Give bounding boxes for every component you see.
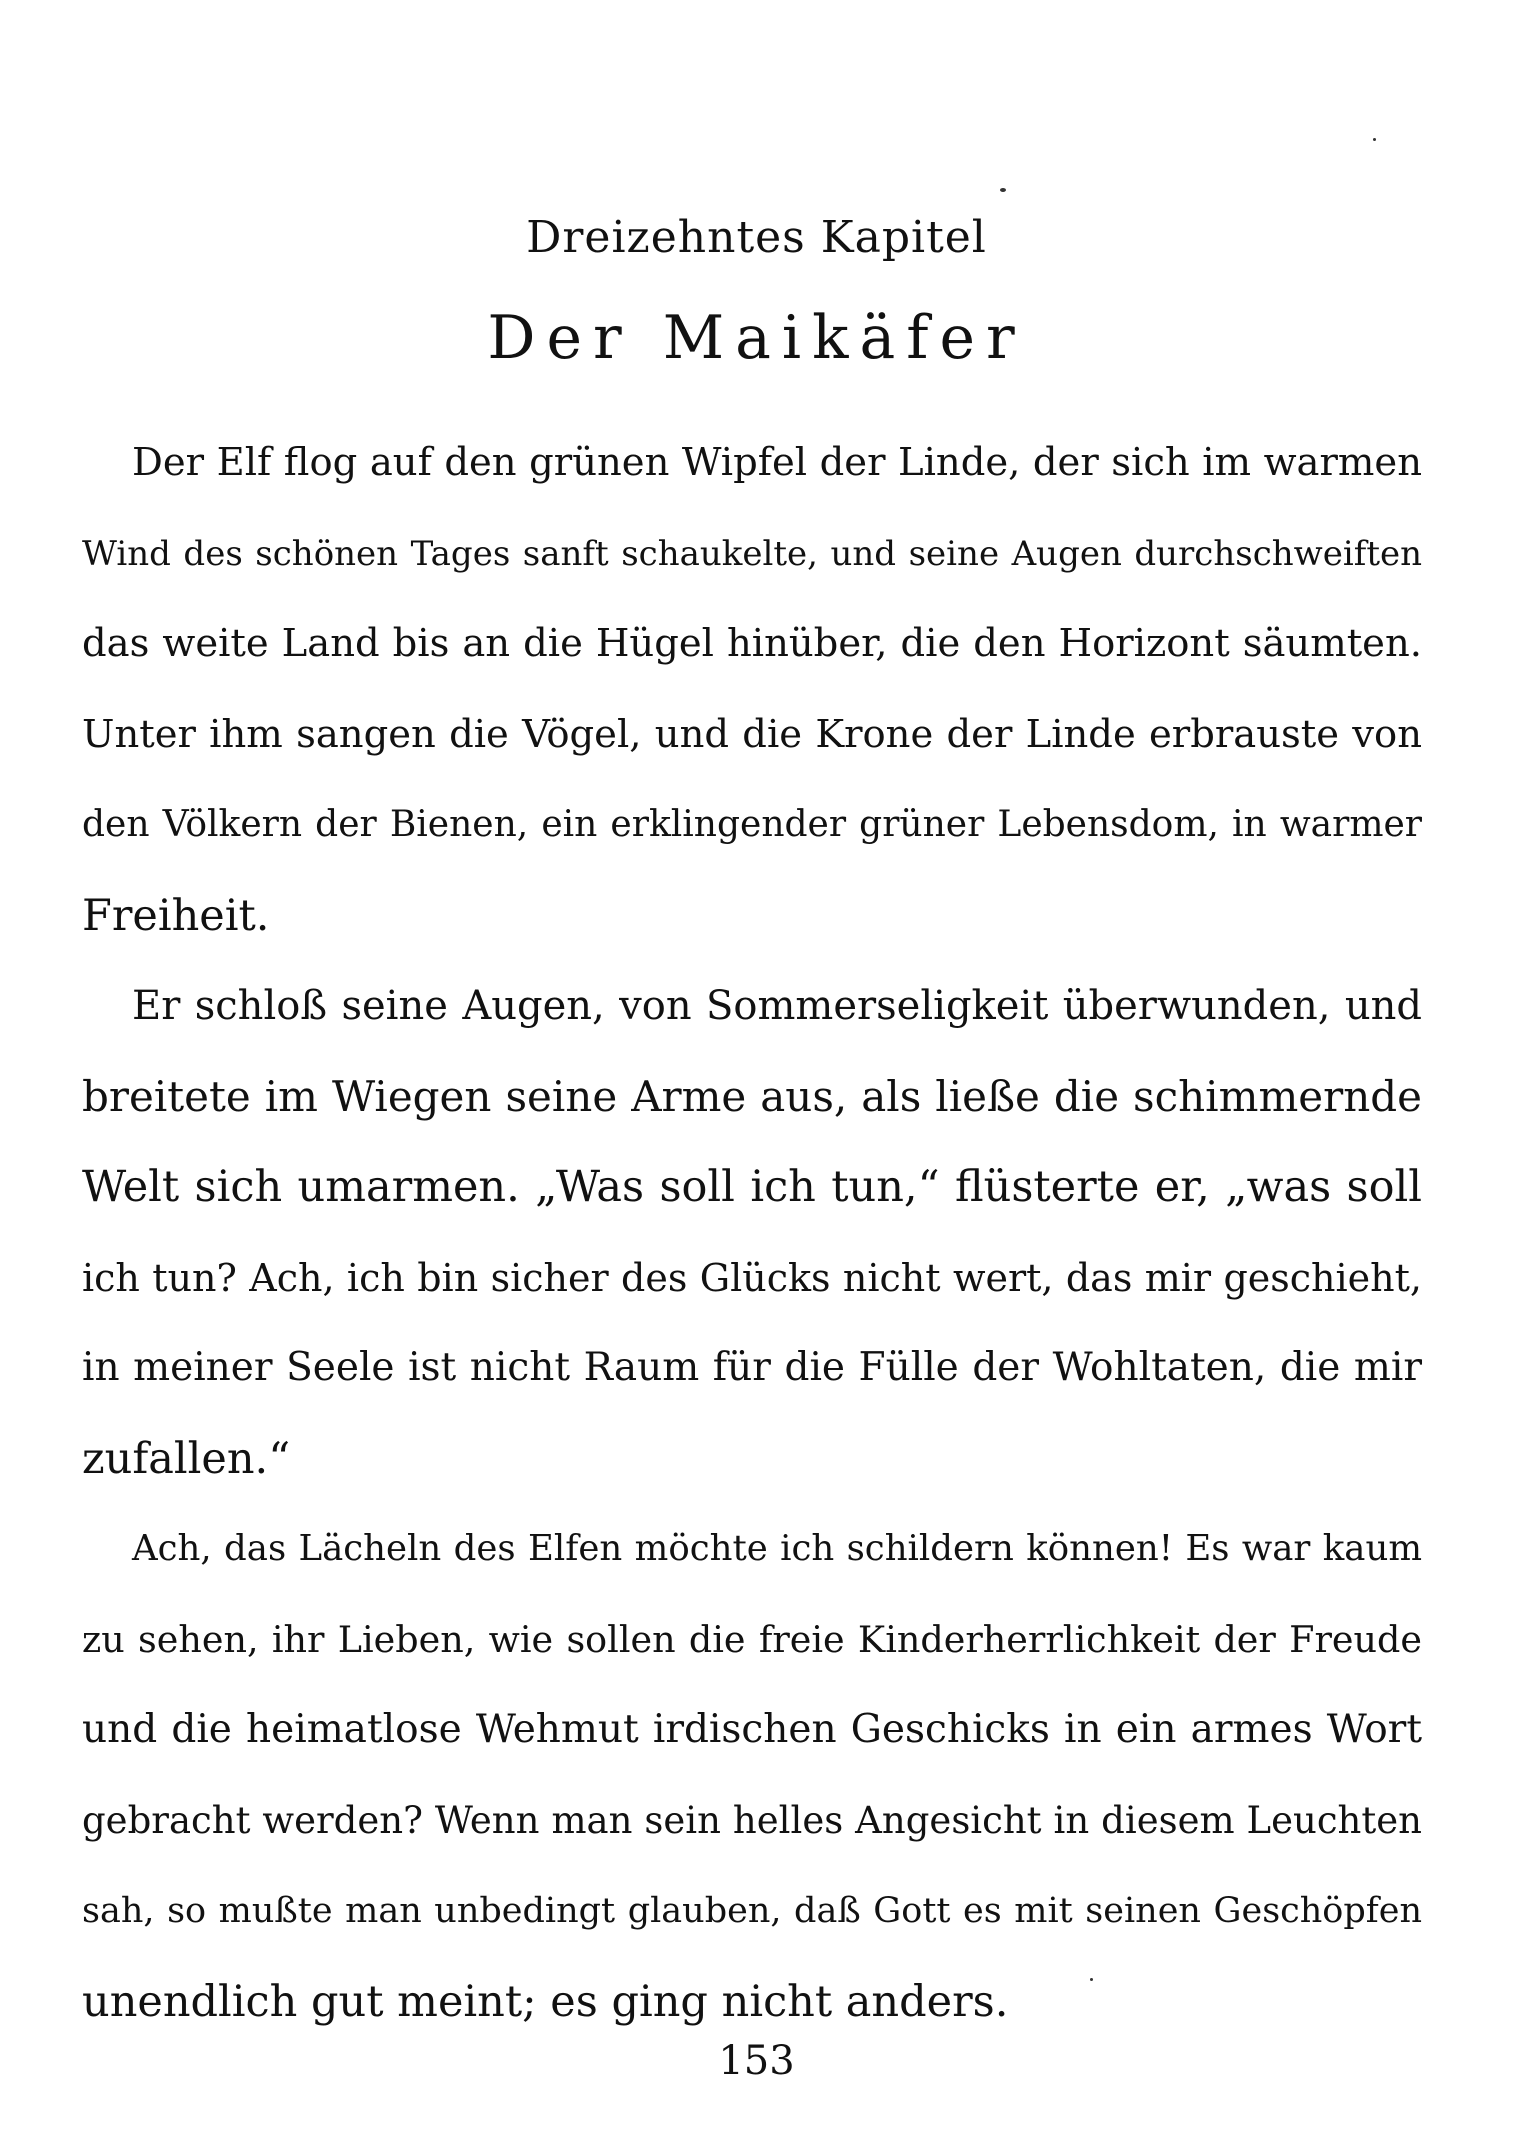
- scan-speck: [1000, 188, 1006, 192]
- text-line: breitete im Wiegen seine Arme aus, als ließe die schimmernde: [82, 1071, 1422, 1121]
- text-line: in meiner Seele ist nicht Raum für die Fülle der Wohltaten, die mir: [82, 1345, 1422, 1390]
- chapter-label: Dreizehntes Kapitel: [526, 212, 987, 263]
- text-line: das weite Land bis an die Hügel hinüber, die den Horizont säumten.: [82, 621, 1422, 666]
- text-line: und die heimatlose Wehmut irdischen Geschicks in ein armes Wort: [82, 1707, 1422, 1752]
- page-number: 153: [718, 2038, 795, 2084]
- scan-speck: [1373, 138, 1376, 141]
- scan-speck: [1090, 1978, 1093, 1981]
- text-line: zu sehen, ihr Lieben, wie sollen die freie Kinderherrlichkeit der Freude: [82, 1617, 1422, 1661]
- text-line: sah, so mußte man unbedingt glauben, daß Gott es mit seinen Geschöpfen: [82, 1891, 1422, 1931]
- body-text: [82, 418, 1422, 2047]
- text-line: Wind des schönen Tages sanft schaukelte, und seine Augen durchschweiften: [82, 533, 1422, 574]
- text-line: zufallen.“: [82, 1433, 291, 1484]
- chapter-title: Der Maikäfer: [487, 303, 1026, 373]
- text-line: Welt sich umarmen. „Was soll ich tun,“ flüsterte er, „was soll: [82, 1162, 1422, 1212]
- text-line: gebracht werden? Wenn man sein helles Angesicht in diesem Leuchten: [82, 1798, 1422, 1842]
- text-line: Der Elf flog auf den grünen Wipfel der Linde, der sich im warmen: [132, 440, 1422, 485]
- text-line: Freiheit.: [82, 890, 270, 941]
- text-line: Ach, das Lächeln des Elfen möchte ich schildern können! Es war kaum: [132, 1528, 1422, 1569]
- text-line: Er schloß seine Augen, von Sommerseligkeit überwunden, und: [132, 983, 1422, 1029]
- text-line: unendlich gut meint; es ging nicht anders.: [82, 1976, 1009, 2027]
- text-line: den Völkern der Bienen, ein erklingender grüner Lebensdom, in warmer: [82, 804, 1422, 845]
- text-line: Unter ihm sangen die Vögel, und die Krone der Linde erbrauste von: [82, 711, 1422, 757]
- text-line: ich tun? Ach, ich bin sicher des Glücks nicht wert, das mir geschieht,: [82, 1255, 1422, 1300]
